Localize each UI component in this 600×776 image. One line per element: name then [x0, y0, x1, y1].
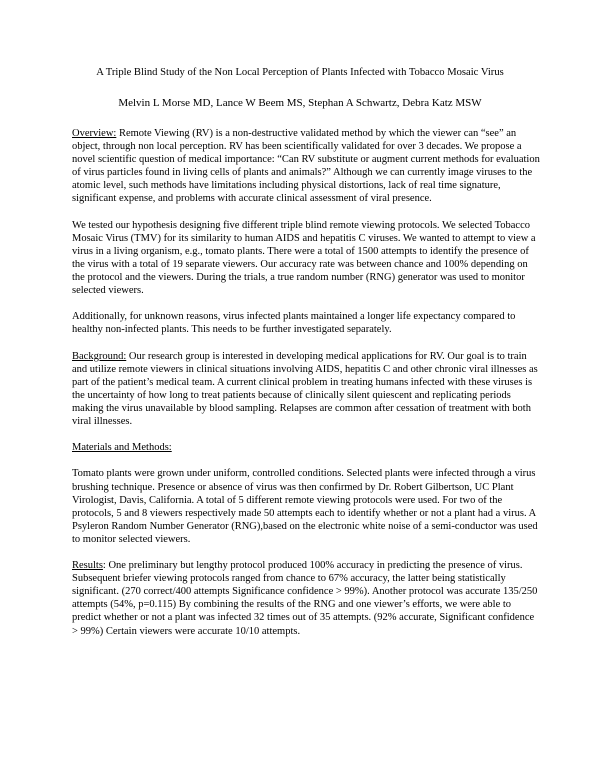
results-text: : One preliminary but lengthy protocol produced 100% accuracy in predicting the presence of virus. Subsequent briefer viewing protocols ranged from chance to 67% accuracy, the latter being statistically significant. (270 correct/400 attempts Significance confidence > 99%). Another protocol was accurate 135/250 attempts (54%, p=0.115) By combining the results of the RNG and one viewer’s efforts, we were able to predict whether or not a plant was infected 32 times out of 35 attempts. (92% accurate, Significant confidence > 99%) Certain viewers were accurate 10/10 attempts. [72, 560, 538, 637]
additionally-text: Additionally, for unknown reasons, virus infected plants maintained a longer life expectancy compared to healthy non-infected plants. This needs to be further investigated separately. [72, 311, 516, 336]
methods-heading: Materials and Methods: [72, 442, 172, 454]
document-title: A Triple Blind Study of the Non Local Perception of Plants Infected with Tobacco Mosaic Virus [96, 67, 504, 78]
background-heading: Background: [72, 350, 127, 362]
additionally-paragraph [72, 310, 542, 336]
background-paragraph [72, 350, 542, 429]
document-body [72, 127, 542, 651]
methods-heading-paragraph [72, 441, 542, 454]
author-list: Melvin L Morse MD, Lance W Beem MS, Stephan A Schwartz, Debra Katz MSW [118, 97, 482, 109]
hypothesis-text: We tested our hypothesis designing five different triple blind remote viewing protocols. We selected Tobacco Mosaic Virus (TMV) for its similarity to human AIDS and hepatitis C viruses. We wanted to attempt to view a virus in a living organism, e.g., tomato plants. There were a total of 1500 attempts to identify the presence of the virus with a total of 19 separate viewers. Our accuracy rate was between chance and 100% depending on the protocol and the viewers. During the trials, a true random number (RNG) generator was used to monitor selected viewers. [72, 219, 536, 297]
hypothesis-paragraph [72, 219, 542, 298]
overview-text: Remote Viewing (RV) is a non-destructive validated method by which the viewer can “see” an object, through non local perception. RV has been scientifically validated for over 3 decades. We propose a novel scientific question of medical importance: “Can RV substitute or augment current methods for evaluation of virus particles found in living cells of plants and animals?” Although we can currently image viruses to the atomic level, such methods have limitations including physical distortions, lack of real time signature, significant expense, and problems with accurate clinical assessment of viral presence. [72, 128, 540, 205]
overview-heading: Overview: [72, 128, 117, 139]
overview-paragraph [72, 127, 542, 206]
methods-paragraph [72, 467, 542, 546]
methods-text: Tomato plants were grown under uniform, controlled conditions. Selected plants were infected through a virus brushing technique. Presence or absence of virus was then confirmed by Dr. Robert Gilbertson, UC Plant Virologist, Davis, California. A total of 5 different remote viewing protocols were used. For two of the protocols, 5 and 8 viewers respectively made 50 attempts each to identify whether or not a plant had a virus. A Psyleron Random Number Generator (RNG),based on the electronic white noise of a semi-conductor was used to monitor selected viewers. [72, 468, 538, 545]
results-heading: Results [72, 560, 103, 572]
background-text: Our research group is interested in developing medical applications for RV. Our goal is to train and utilize remote viewers in clinical situations involving AIDS, hepatitis C and other chronic viral illnesses as part of the patient’s medical team. A current clinical problem in treating humans infected with these viruses is the uncertainty of how long to treat patients because of clinically silent quiescent and replicating periods making the virus unavailable by blood sampling. Relapses are common after cessation of treatment with both viral illnesses. [72, 350, 538, 428]
results-paragraph [72, 559, 542, 638]
